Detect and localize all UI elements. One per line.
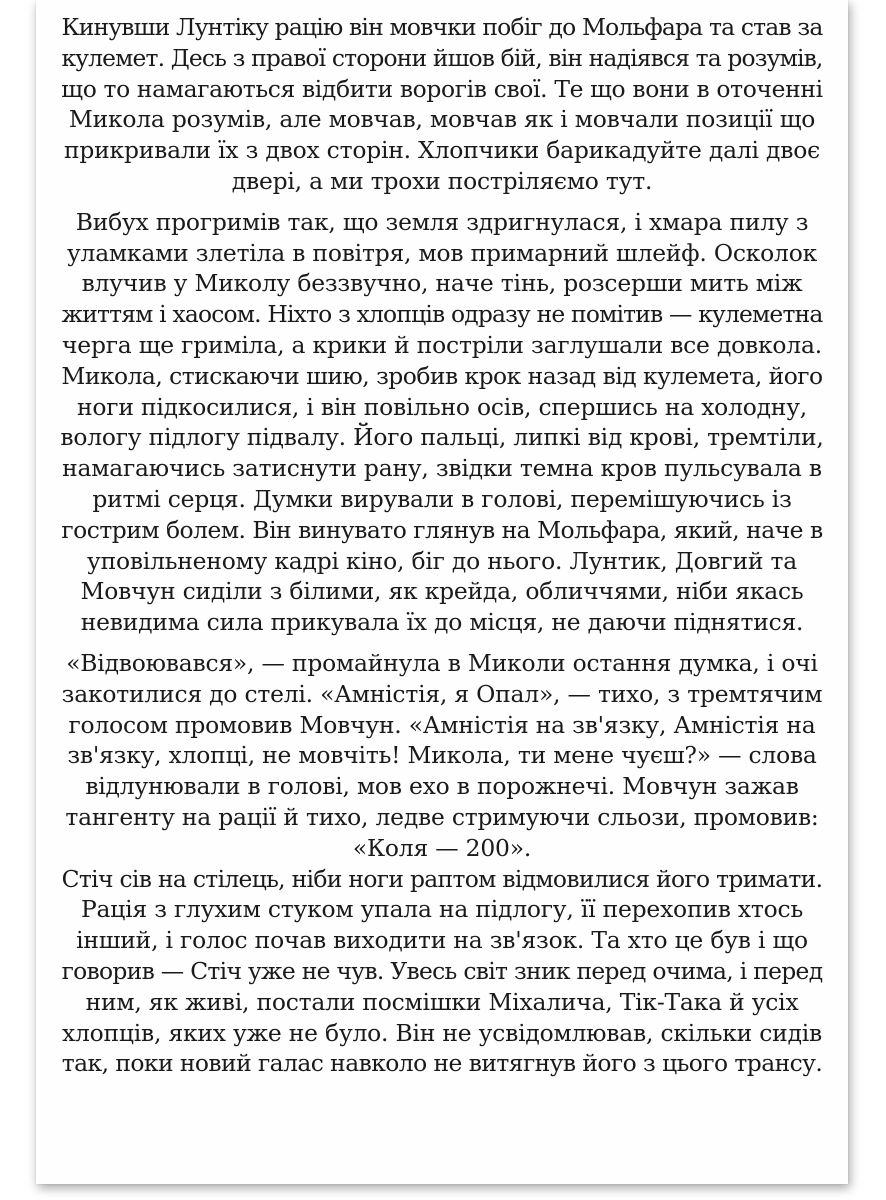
paragraph-1 [60,12,824,197]
text-line: ним, як живі, постали посмішки Міхалича, Тік-Така й усіх [85,987,799,1016]
paragraph-3 [60,648,824,864]
text-line: говорив — Стіч уже не чув. Увесь світ зник перед очима, і перед [61,956,823,985]
text-line: «Відвоювався», — промайнула в Миколи остання думка, і очі [66,648,818,677]
text-line: «Коля — 200». [352,833,532,862]
text-line: Мовчун сиділи з білими, як крейда, обличчями, ніби якась [80,577,804,606]
text-line: інший, і голос почав виходити на зв'язок. Та хто це був і що [76,926,808,955]
text-line: що то намагаються відбити ворогів свої. Те що вони в оточенні [61,74,823,103]
text-line: Кинувши Лунтіку рацію він мовчки побіг до Мольфара та став за [61,13,823,41]
text-line: невидима сила прикувала їх до місця, не даючи піднятися. [80,608,804,637]
text-line: кулемет. Десь з правої сторони йшов бій, він надіявся та розумів, [61,43,823,72]
text-line: відлунювали в голові, мов ехо в порожнечі. Мовчун зажав [85,772,799,801]
text-line: життям і хаосом. Ніхто з хлопців одразу не помітив — кулеметна [61,300,823,329]
text-line: Микола розумів, але мовчав, мовчав як і мовчали позиції що [68,105,816,134]
text-line: тангенту на рації й тихо, ледве стримуючи сльози, промовив: [65,802,819,831]
text-line: голосом промовив Мовчун. «Амністія на зв'язку, Амністія на [68,710,816,739]
text-line: уповільненому кадрі кіно, біг до нього. Лунтик, Довгий та [87,546,797,575]
text-line: ритмі серця. Думки вирували в голові, перемішуючись із [92,484,792,513]
text-line: уламками злетіла в повітря, мов примарний шлейф. Осколок [66,238,818,267]
text-line: зв'язку, хлопці, не мовчіть! Микола, ти мене чуєш?» — слова [67,741,817,770]
text-line: хлопців, яких уже не було. Він не усвідомлював, скільки сидів [61,1018,823,1047]
text-line: намагаючись затиснути рану, звідки темна кров пульсувала в [62,454,822,483]
paragraph-2 [60,207,824,638]
text-line: Микола, стискаючи шию, зробив крок назад від кулемета, його [61,361,823,390]
text-line: закотилися до стелі. «Амністія, я Опал», — тихо, з тремтячим [61,679,823,708]
text-line: влучив у Миколу беззвучно, наче тінь, розсерши мить між [81,269,803,298]
text-line: так, поки новий галас навколо не витягнув його з цього трансу. [61,1049,823,1078]
text-line: двері, а ми трохи постріляємо тут. [231,166,653,195]
document-page [36,0,848,1184]
text-line: Рація з глухим стуком упала на підлогу, її перехопив хтось [81,895,803,924]
paragraph-4 [60,864,824,1080]
text-line: черга ще гриміла, а крики й постріли заглушали все довкола. [62,330,822,359]
text-line: прикривали їх з двох сторін. Хлопчики барикадуйте далі двоє [63,136,821,165]
text-line: ноги підкосилися, і він повільно осів, спершись на холодну, [77,392,807,421]
text-line: вологу підлогу підвалу. Його пальці, липкі від крові, тремтіли, [60,423,824,452]
text-line: Стіч сів на стілець, ніби ноги раптом відмовилися його тримати. [61,864,823,893]
text-line: гострим болем. Він винувато глянув на Мольфара, який, наче в [61,515,823,544]
text-line: Вибух прогримів так, що земля здригнулася, і хмара пилу з [75,207,809,236]
document-text [60,12,824,1089]
